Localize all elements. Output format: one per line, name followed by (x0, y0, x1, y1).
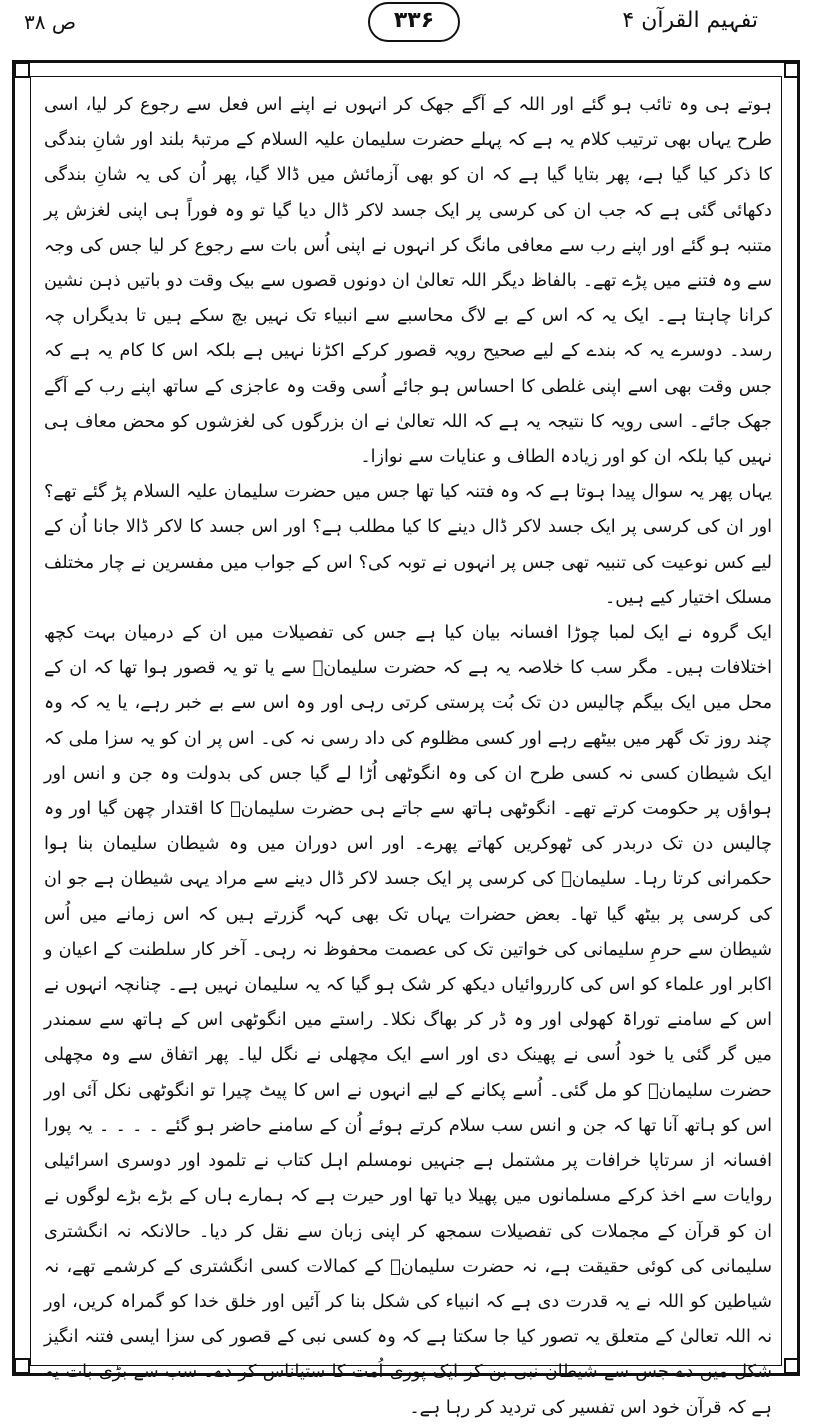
corner-ornament (784, 62, 800, 78)
page-header (0, 0, 816, 52)
paragraph: ہوتے ہی وہ تائب ہو گئے اور اللہ کے آگے جھک کر انہوں نے اپنے اس فعل سے رجوع کر لیا، اسی طرح یہاں بھی ترتیب کلام یہ ہے کہ پہلے حضرت سلیمان علیہ السلام کے مرتبۂ بلند اور شانِ بندگی کا ذکر کیا گیا ہے، پھر بتایا گیا ہے کہ ان کو بھی آزمائش میں ڈالا گیا، پھر اُن کی یہ شانِ بندگی دکھائی گئی ہے کہ جب ان کی کرسی پر ایک جسد لاکر ڈال دیا گیا تو وہ فوراً ہی اپنی لغزش پر متنبہ ہو گئے اور اپنے رب سے معافی مانگ کر انہوں نے اپنی اُس بات سے رجوع کر لیا جس کی وجہ سے وہ فتنے میں پڑے تھے۔ بالفاظ دیگر اللہ تعالیٰ ان دونوں قصوں سے بیک وقت دو باتیں ذہن نشین کرانا چاہتا ہے۔ ایک یہ کہ اس کے بے لاگ محاسبے سے انبیاء تک نہیں بچ سکے ہیں تا بدیگراں چہ رسد۔ دوسرے یہ کہ بندے کے لیے صحیح رویہ قصور کرکے اکڑنا نہیں ہے بلکہ اس کا کام یہ ہے کہ جس وقت بھی اسے اپنی غلطی کا احساس ہو جائے اُسی وقت وہ عاجزی کے ساتھ اپنے رب کے آگے جھک جائے۔ اسی رویہ کا نتیجہ یہ ہے کہ اللہ تعالیٰ نے ان بزرگوں کی لغزشوں کو محض معاف ہی نہیں کیا بلکہ ان کو اور زیادہ الطاف و عنایات سے نوازا۔ (44, 95, 772, 468)
page-number: ۳۳۶ (368, 2, 460, 42)
corner-ornament (784, 1358, 800, 1374)
sura-marker: ص ۳۸ (24, 10, 77, 34)
corner-ornament (14, 1358, 30, 1374)
paragraph: ایک گروہ نے ایک لمبا چوڑا افسانہ بیان کیا ہے جس کی تفصیلات میں ان کے درمیان بہت کچھ اختلافات ہیں۔ مگر سب کا خلاصہ یہ ہے کہ حضرت سلیمانؑ سے یا تو یہ قصور ہوا تھا کہ ان کے محل میں ایک بیگم چالیس دن تک بُت پرستی کرتی رہی اور وہ اس سے بے خبر رہے، یا یہ کہ وہ چند روز تک گھر میں بیٹھے رہے اور کسی مظلوم کی داد رسی نہ کی۔ اس پر ان کو یہ سزا ملی کہ ایک شیطان کسی نہ کسی طرح ان کی وہ انگوٹھی اُڑا لے گیا جس کی بدولت وہ جن و انس اور ہواؤں پر حکومت کرتے تھے۔ انگوٹھی ہاتھ سے جاتے ہی حضرت سلیمانؑ کا اقتدار چھن گیا اور وہ چالیس دن تک دربدر کی ٹھوکریں کھاتے پھرے۔ اور اس دوران میں وہ شیطان سلیمان بنا ہوا حکمرانی کرتا رہا۔ سلیمانؑ کی کرسی پر ایک جسد لاکر ڈال دینے سے مراد یہی شیطان ہے جو ان کی کرسی پر بیٹھ گیا تھا۔ بعض حضرات یہاں تک بھی کہہ گزرتے ہیں کہ اس زمانے میں اُس شیطان سے حرمِ سلیمانی کی خواتین تک کی عصمت محفوظ نہ رہی۔ آخر کار سلطنت کے اعیان و اکابر اور علماء کو اس کی کارروائیاں دیکھ کر شک ہو گیا کہ یہ سلیمان نہیں ہے۔ چنانچہ انہوں نے اس کے سامنے توراۃ کھولی اور وہ ڈر کر بھاگ نکلا۔ راستے میں انگوٹھی اس کے ہاتھ سے سمندر میں گر گئی یا خود اُسی نے پھینک دی اور اسے ایک مچھلی نے نگل لیا۔ پھر اتفاق سے وہ مچھلی حضرت سلیمانؑ کو مل گئی۔ اُسے پکانے کے لیے انہوں نے اس کا پیٹ چیرا تو انگوٹھی نکل آئی اور اس کو ہاتھ آنا تھا کہ جن و انس سب سلام کرتے ہوئے اُن کے سامنے حاضر ہو گئے ۔ ۔ ۔ ۔ یہ پورا افسانہ از سرتاپا خرافات پر مشتمل ہے جنہیں نومسلم اہل کتاب نے تلمود اور دوسری اسرائیلی روایات سے اخذ کرکے مسلمانوں میں پھیلا دیا تھا اور حیرت ہے کہ ہمارے ہاں کے بڑے بڑے لوگوں نے ان کو قرآن کے مجملات کی تفصیلات سمجھ کر اپنی زبان سے نقل کر دیا۔ حالانکہ نہ انگشتری سلیمانی کی کوئی حقیقت ہے، نہ حضرت سلیمانؑ کے کمالات کسی انگشتری کے کرشمے تھے، نہ شیاطین کو اللہ نے یہ قدرت دی ہے کہ انبیاء کی شکل بنا کر آئیں اور خلق خدا کو گمراہ کریں، اور نہ اللہ تعالیٰ کے متعلق یہ تصور کیا جا سکتا ہے کہ وہ کسی نبی کے قصور کی سزا ایسی فتنہ انگیز شکل میں دے جس سے شیطان نبی بن کر ایک پوری اُمت کا ستیاناس کر دے۔ سب سے بڑی بات یہ ہے کہ قرآن خود اس تفسیر کی تردید کر رہا ہے۔ (44, 623, 772, 1418)
page-body (44, 88, 772, 1418)
paragraph: یہاں پھر یہ سوال پیدا ہوتا ہے کہ وہ فتنہ کیا تھا جس میں حضرت سلیمان علیہ السلام پڑ گئے تھے؟ اور ان کی کرسی پر ایک جسد لاکر ڈال دینے کا کیا مطلب ہے؟ اور اس جسد کا لاکر ڈالا جانا اُن کے لیے کس نوعیت کی تنبیہ تھی جس پر انہوں نے توبہ کی؟ اس کے جواب میں مفسرین نے چار مختلف مسلک اختیار کیے ہیں۔ (44, 482, 772, 608)
corner-ornament (14, 62, 30, 78)
book-title: تفہیم القرآن ۴ (622, 8, 758, 33)
